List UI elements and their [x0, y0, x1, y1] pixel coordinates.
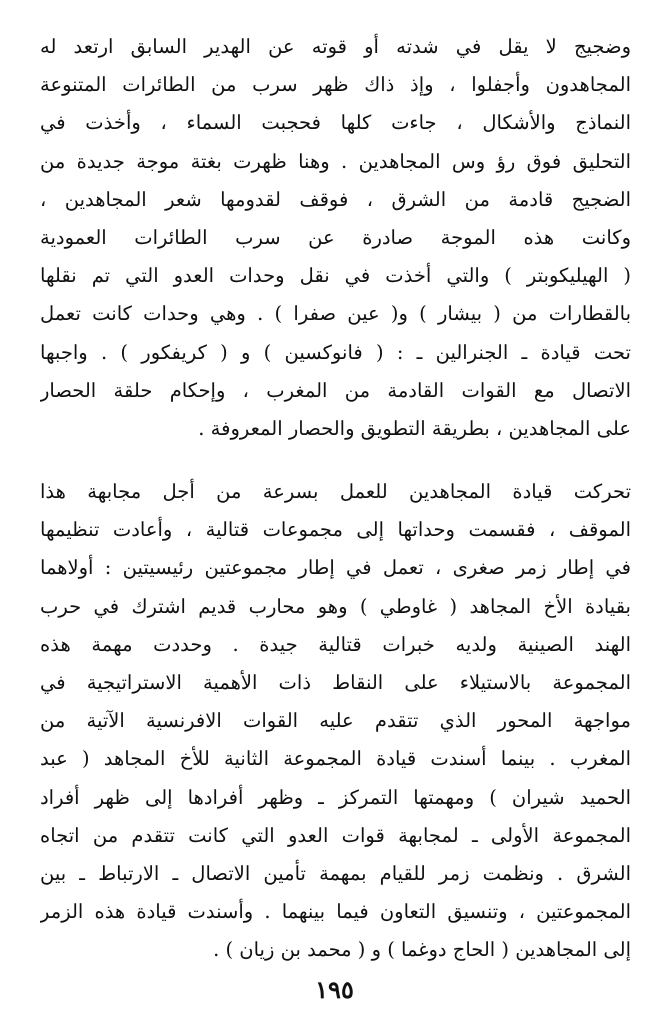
paragraph-line: بالقطارات من ( بيشار ) و( عين صفرا ) . وهي وحدات كانت تعمل [40, 302, 631, 326]
paragraph-line: المجموعتين ، وتنسيق التعاون فيما بينهما . وأسندت قيادة هذه الزمر [40, 900, 631, 924]
paragraph-line: مواجهة المحور الذي تتقدم عليه القوات الافرنسية الآتية من [40, 709, 631, 733]
paragraph-line: تحركت قيادة المجاهدين للعمل بسرعة من أجل مجابهة هذا [40, 480, 631, 503]
paragraph-line: الضجيج قادمة من الشرق ، فوقف لقدومها شعر المجاهدين ، [40, 187, 631, 211]
paragraph-line: المغرب . بينما أسندت قيادة المجموعة الثانية للأخ المجاهد ( عبد [40, 747, 631, 771]
paragraph-line: الحميد شيران ) ومهمتها التمركز ـ وظهر أفرادها إلى ظهر أفراد [40, 785, 631, 809]
paragraph-line: على المجاهدين ، بطريقة التطويق والحصار المعروفة . [198, 416, 631, 440]
paragraph-line: ( الهيليكوبتر ) والتي أخذت في نقل وحدات العدو التي تم نقلها [40, 264, 631, 288]
paragraph-2 [40, 473, 631, 969]
paragraph-line: التحليق فوق رؤ وس المجاهدين . وهنا ظهرت بغتة موجة جديدة من [40, 149, 631, 173]
paragraph-line: بقيادة الأخ المجاهد ( غاوطي ) وهو محارب قديم اشترك في حرب [40, 594, 631, 618]
paragraph-line: وضجيج لا يقل في شدته أو قوته عن الهدير السابق ارتعد له [40, 35, 631, 58]
paragraph-line: المجاهدون وأجفلوا ، وإذ ذاك ظهر سرب من الطائرات المتنوعة [40, 73, 631, 97]
paragraph-line: الاتصال مع القوات القادمة من المغرب ، وإحكام حلقة الحصار [40, 378, 631, 402]
paragraph-line: في إطار زمر صغرى ، تعمل في إطار مجموعتين رئيسيتين : أولاهما [40, 556, 631, 580]
paragraph-line: الموقف ، فقسمت وحداتها إلى مجموعات قتالية ، وأعادت تنظيمها [40, 518, 631, 542]
page-number: ١٩٥ [315, 975, 354, 1004]
paragraph-line: النماذج والأشكال ، جاءت كلها فحجبت السماء ، وأخذت في [40, 111, 631, 135]
paragraph-line: إلى المجاهدين ( الحاج دوغما ) و ( محمد بن زيان ) . [213, 938, 631, 962]
paragraph-line: المجموعة بالاستيلاء على النقاط ذات الأهمية الاستراتيجية في [40, 670, 631, 694]
paragraph-line: الشرق . ونظمت زمر للقيام بمهمة تأمين الاتصال ـ الارتباط ـ بين [40, 861, 631, 885]
paragraph-line: تحت قيادة ـ الجنرالين ـ : ( فانوكسين ) و ( كريفكور ) . واجبها [40, 340, 631, 364]
paragraph-line: الهند الصينية ولديه خبرات قتالية جيدة . وحددت مهمة هذه [40, 632, 631, 656]
paragraph-line: المجموعة الأولى ـ لمجابهة قوات العدو التي كانت تتقدم من اتجاه [40, 823, 631, 847]
paragraph-1 [40, 28, 631, 448]
paragraph-line: وكانت هذه الموجة صادرة عن سرب الطائرات العمودية [40, 225, 631, 249]
